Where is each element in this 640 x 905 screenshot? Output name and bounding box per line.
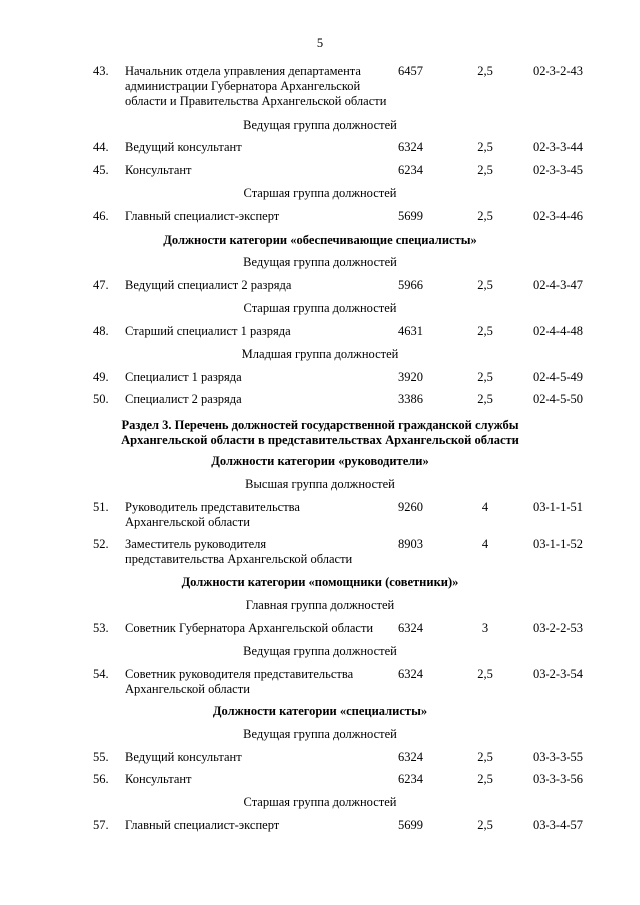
coefficient-value: 2,5: [477, 818, 493, 832]
coefficient-value: 2,5: [477, 278, 493, 292]
row-number: 52.: [93, 537, 109, 551]
section-heading: Раздел 3. Перечень должностей государственной гражданской службы Архангельской области в представительствах Архангельской области: [121, 418, 519, 447]
row-number: 50.: [93, 392, 109, 406]
coefficient-value: 2,5: [477, 64, 493, 78]
position-code: 03-1-1-52: [533, 537, 583, 551]
salary-value: 6234: [398, 163, 423, 177]
row-number: 46.: [93, 209, 109, 223]
position-code: 03-3-3-55: [533, 750, 583, 764]
category-heading: Должности категории «помощники (советники)»: [181, 575, 459, 589]
position-name: Начальник отдела управления департамента администрации Губернатора Архангельской области и Правительства Архангельской области: [125, 64, 387, 108]
position-name: Заместитель руководителя представительства Архангельской области: [125, 537, 353, 566]
position-name: Консультант: [125, 772, 192, 786]
position-code: 03-2-2-53: [533, 621, 583, 635]
salary-value: 6234: [398, 772, 423, 786]
position-code: 02-4-5-50: [533, 392, 583, 406]
row-number: 51.: [93, 500, 109, 514]
salary-value: 5699: [398, 209, 423, 223]
salary-value: 6324: [398, 667, 423, 681]
row-number: 44.: [93, 140, 109, 154]
position-name: Советник Губернатора Архангельской области: [125, 621, 374, 635]
salary-value: 5966: [398, 278, 423, 292]
position-name: Специалист 1 разряда: [125, 370, 242, 384]
position-code: 02-4-4-48: [533, 324, 583, 338]
category-heading: Должности категории «специалисты»: [212, 704, 428, 718]
position-code: 02-3-3-45: [533, 163, 583, 177]
category-heading: Должности категории «руководители»: [211, 454, 429, 468]
position-code: 03-3-3-56: [533, 772, 583, 786]
position-name: Ведущий консультант: [125, 140, 242, 154]
group-heading: Младшая группа должностей: [241, 347, 399, 361]
group-heading: Ведущая группа должностей: [243, 727, 397, 741]
position-name: Советник руководителя представительства Архангельской области: [125, 667, 354, 696]
salary-value: 6324: [398, 140, 423, 154]
position-code: 03-1-1-51: [533, 500, 583, 514]
group-heading: Старшая группа должностей: [243, 301, 397, 315]
position-code: 02-4-3-47: [533, 278, 583, 292]
salary-value: 6457: [398, 64, 423, 78]
position-code: 02-3-2-43: [533, 64, 583, 78]
group-heading: Ведущая группа должностей: [243, 255, 397, 269]
salary-value: 3920: [398, 370, 423, 384]
salary-value: 6324: [398, 750, 423, 764]
position-code: 03-2-3-54: [533, 667, 583, 681]
row-number: 57.: [93, 818, 109, 832]
coefficient-value: 2,5: [477, 750, 493, 764]
row-number: 56.: [93, 772, 109, 786]
row-number: 43.: [93, 64, 109, 78]
page-number: 5: [316, 36, 324, 50]
position-name: Ведущий специалист 2 разряда: [125, 278, 292, 292]
salary-value: 5699: [398, 818, 423, 832]
row-number: 49.: [93, 370, 109, 384]
position-code: 02-4-5-49: [533, 370, 583, 384]
coefficient-value: 2,5: [477, 392, 493, 406]
coefficient-value: 4: [481, 500, 489, 514]
position-name: Руководитель представительства Архангельской области: [125, 500, 300, 529]
row-number: 45.: [93, 163, 109, 177]
salary-value: 3386: [398, 392, 423, 406]
coefficient-value: 3: [481, 621, 489, 635]
group-heading: Главная группа должностей: [245, 598, 395, 612]
salary-value: 6324: [398, 621, 423, 635]
coefficient-value: 2,5: [477, 209, 493, 223]
position-name: Старший специалист 1 разряда: [125, 324, 291, 338]
position-name: Консультант: [125, 163, 192, 177]
salary-value: 4631: [398, 324, 423, 338]
position-code: 03-3-4-57: [533, 818, 583, 832]
group-heading: Старшая группа должностей: [243, 186, 397, 200]
coefficient-value: 2,5: [477, 667, 493, 681]
coefficient-value: 2,5: [477, 370, 493, 384]
group-heading: Старшая группа должностей: [243, 795, 397, 809]
position-name: Специалист 2 разряда: [125, 392, 242, 406]
coefficient-value: 4: [481, 537, 489, 551]
coefficient-value: 2,5: [477, 163, 493, 177]
group-heading: Высшая группа должностей: [245, 477, 395, 491]
row-number: 47.: [93, 278, 109, 292]
salary-value: 8903: [398, 537, 423, 551]
salary-value: 9260: [398, 500, 423, 514]
row-number: 53.: [93, 621, 109, 635]
category-heading: Должности категории «обеспечивающие специалисты»: [163, 233, 477, 247]
group-heading: Ведущая группа должностей: [243, 644, 397, 658]
position-name: Ведущий консультант: [125, 750, 242, 764]
position-code: 02-3-4-46: [533, 209, 583, 223]
group-heading: Ведущая группа должностей: [243, 118, 397, 132]
position-name: Главный специалист-эксперт: [125, 209, 280, 223]
position-code: 02-3-3-44: [533, 140, 583, 154]
position-name: Главный специалист-эксперт: [125, 818, 280, 832]
coefficient-value: 2,5: [477, 772, 493, 786]
coefficient-value: 2,5: [477, 140, 493, 154]
row-number: 48.: [93, 324, 109, 338]
row-number: 54.: [93, 667, 109, 681]
coefficient-value: 2,5: [477, 324, 493, 338]
row-number: 55.: [93, 750, 109, 764]
